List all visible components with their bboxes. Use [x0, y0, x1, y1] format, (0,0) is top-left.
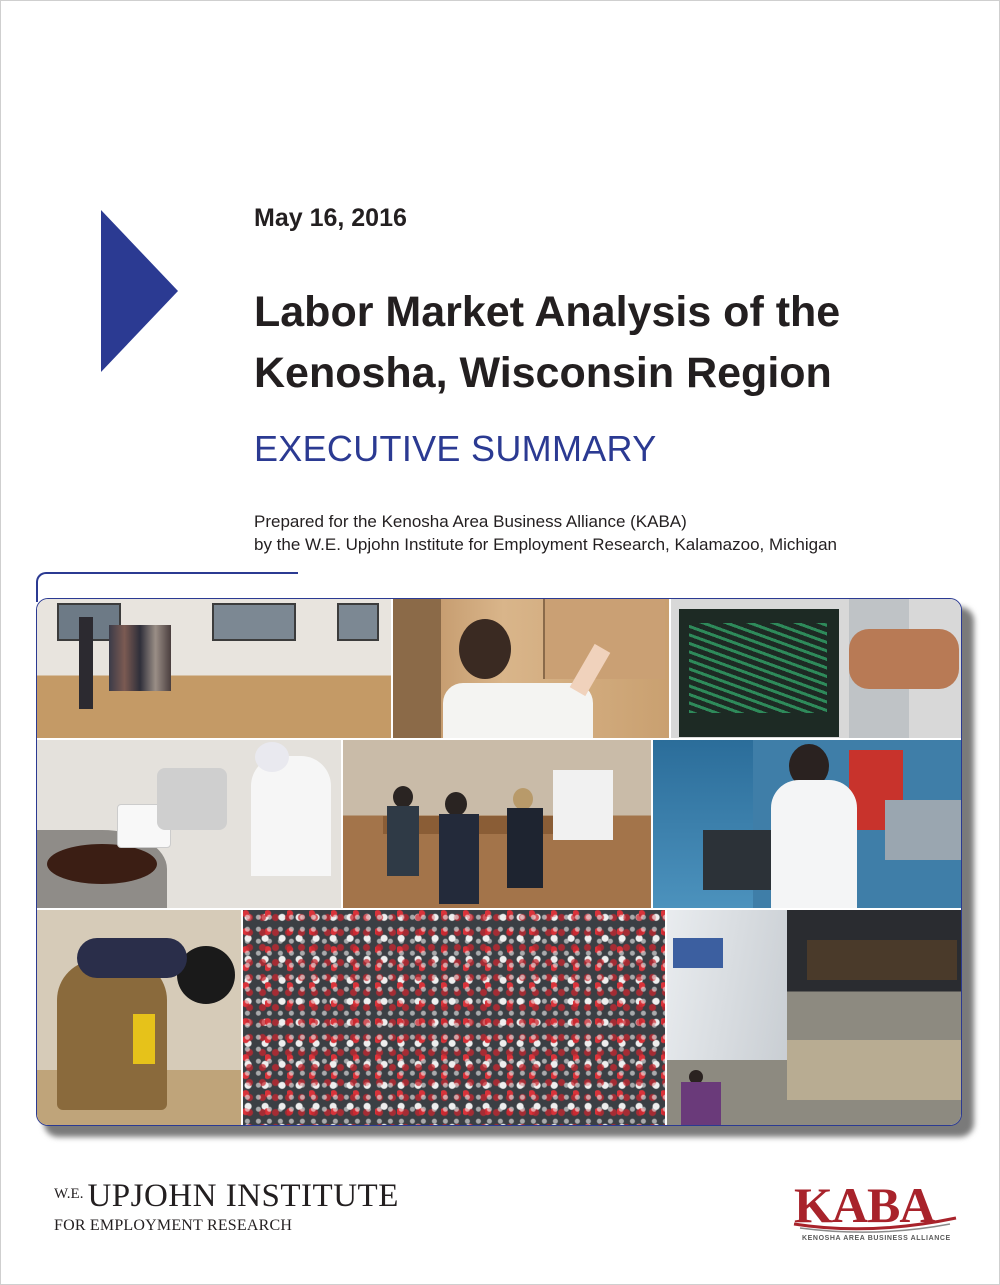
upjohn-logo-name: UPJOHN INSTITUTE: [87, 1178, 399, 1214]
office-meeting-photo: [343, 740, 651, 908]
report-date: May 16, 2016: [254, 204, 407, 232]
kaba-swoosh-icon: [790, 1210, 960, 1234]
prepared-for-text: [254, 510, 837, 556]
report-title-line-1: Labor Market Analysis of the: [254, 288, 841, 336]
crowd-aerial-photo: [243, 910, 665, 1125]
blue-triangle-arrow: [101, 210, 178, 372]
upjohn-institute-logo: [54, 1178, 399, 1235]
food-processing-photo: [37, 740, 341, 908]
woodworker-drill-photo: [37, 910, 241, 1125]
upjohn-logo-line-1: [54, 1178, 399, 1215]
kaba-logo-wordmark: KABA: [794, 1177, 935, 1233]
report-title: [254, 282, 840, 404]
report-title-line-2: Kenosha, Wisconsin Region: [254, 349, 832, 397]
machine-operator-photo: [653, 740, 961, 908]
warehouse-worker-headset-photo: [393, 599, 669, 738]
clothing-rack-photo: [37, 599, 391, 738]
factory-floor-photo: [667, 910, 961, 1125]
kaba-logo-tagline: KENOSHA AREA BUSINESS ALLIANCE: [802, 1235, 951, 1242]
server-panel-photo: [671, 599, 961, 738]
report-subtitle: EXECUTIVE SUMMARY: [254, 428, 657, 469]
photo-collage: [36, 598, 962, 1126]
upjohn-logo-prefix: W.E.: [54, 1186, 84, 1202]
kaba-logo: [790, 1176, 960, 1251]
prepared-line-2: by the W.E. Upjohn Institute for Employment Research, Kalamazoo, Michigan: [254, 535, 837, 554]
prepared-line-1: Prepared for the Kenosha Area Business Alliance (KABA): [254, 512, 687, 531]
upjohn-logo-subtitle: FOR EMPLOYMENT RESEARCH: [54, 1217, 293, 1234]
